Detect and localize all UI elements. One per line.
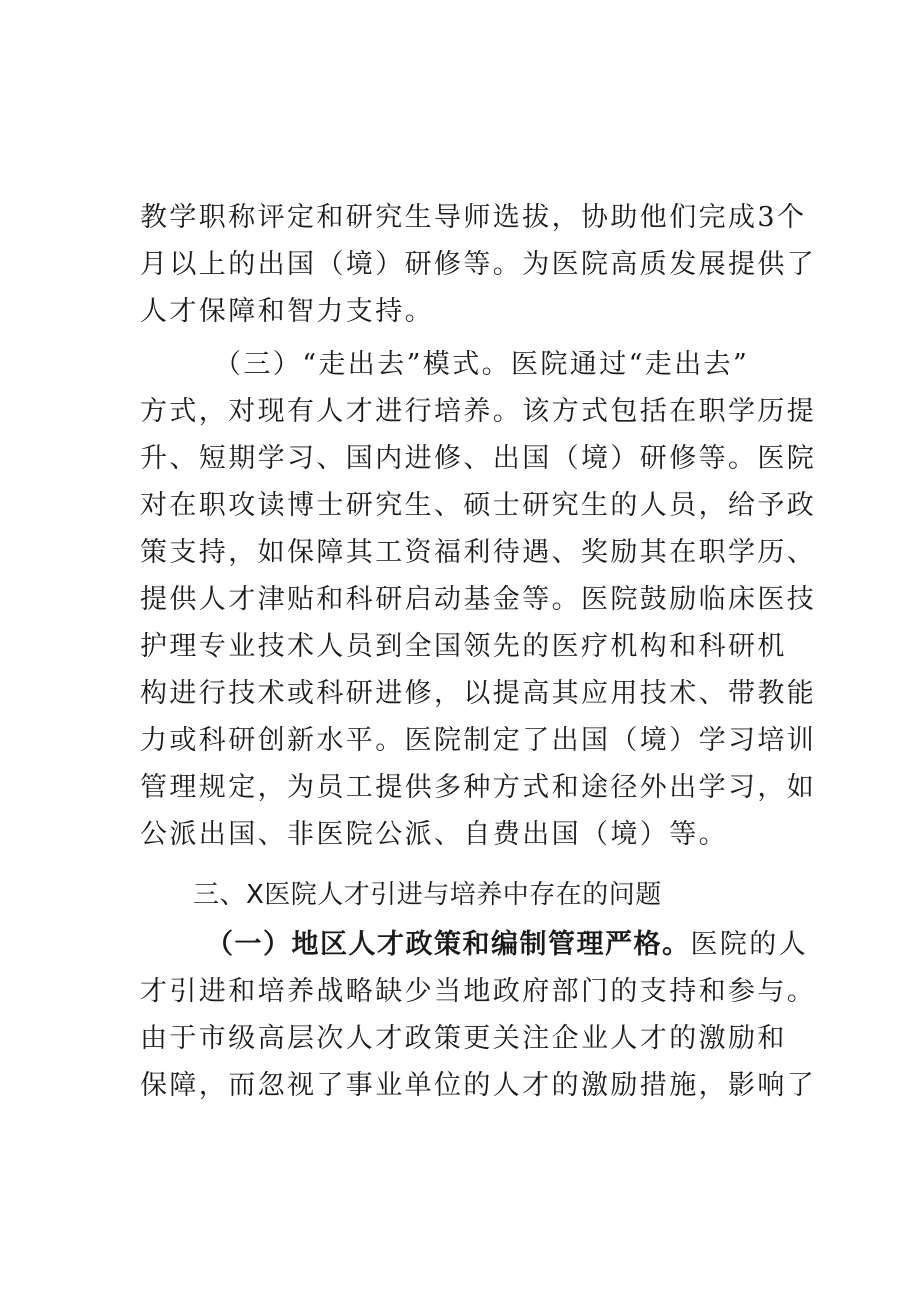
text-line: 教学职称评定和研究生导师选拔，协助他们完成3个 bbox=[140, 202, 807, 233]
text-line: 管理规定，为员工提供多种方式和途径外出学习，如 bbox=[140, 772, 817, 803]
text-line: 方式，对现有人才进行培养。该方式包括在职学历提 bbox=[140, 396, 817, 427]
text-line bbox=[140, 921, 809, 968]
paragraph-continuation bbox=[140, 194, 817, 335]
text-line: （三）“走出去”模式。医院通过“走出去” bbox=[214, 349, 750, 380]
text-line: 人才保障和智力支持。 bbox=[140, 296, 434, 327]
text-line: 对在职攻读博士研究生、硕士研究生的人员，给予政 bbox=[140, 490, 817, 521]
section-heading bbox=[0, 872, 920, 919]
text-line: 提供人才津贴和科研启动基金等。医院鼓励临床医技 bbox=[140, 584, 817, 615]
text-line: 保障，而忽视了事业单位的人才的激励措施，影响了 bbox=[140, 1070, 817, 1101]
text-line: 月以上的出国（境）研修等。为医院高质发展提供了 bbox=[140, 249, 817, 280]
text-line: 护理专业技术人员到全国领先的医疗机构和科研机 bbox=[140, 631, 787, 662]
text-fragment: 医院的人 bbox=[690, 929, 809, 960]
paragraph-going-out-model bbox=[140, 341, 817, 858]
text-line: 力或科研创新水平。医院制定了出国（境）学习培训 bbox=[140, 725, 817, 756]
subheading-bold-lead: （一）地区人才政策和编制管理严格。 bbox=[206, 929, 691, 960]
text-line: 才引进和培养战略缺少当地政府部门的支持和参与。 bbox=[140, 976, 817, 1007]
text-line: 公派出国、非医院公派、自费出国（境）等。 bbox=[140, 819, 728, 850]
paragraph-policy-issue bbox=[140, 921, 817, 1109]
text-line: 策支持，如保障其工资福利待遇、奖励其在职学历、 bbox=[140, 537, 817, 568]
text-line: 升、短期学习、国内进修、出国（境）研修等。医院 bbox=[140, 443, 817, 474]
text-line: 构进行技术或科研进修，以提高其应用技术、带教能 bbox=[140, 678, 817, 709]
text-line: 由于市级高层次人才政策更关注企业人才的激励和 bbox=[140, 1023, 787, 1054]
section-heading-text: 三、X医院人才引进与培养中存在的问题 bbox=[193, 880, 662, 910]
